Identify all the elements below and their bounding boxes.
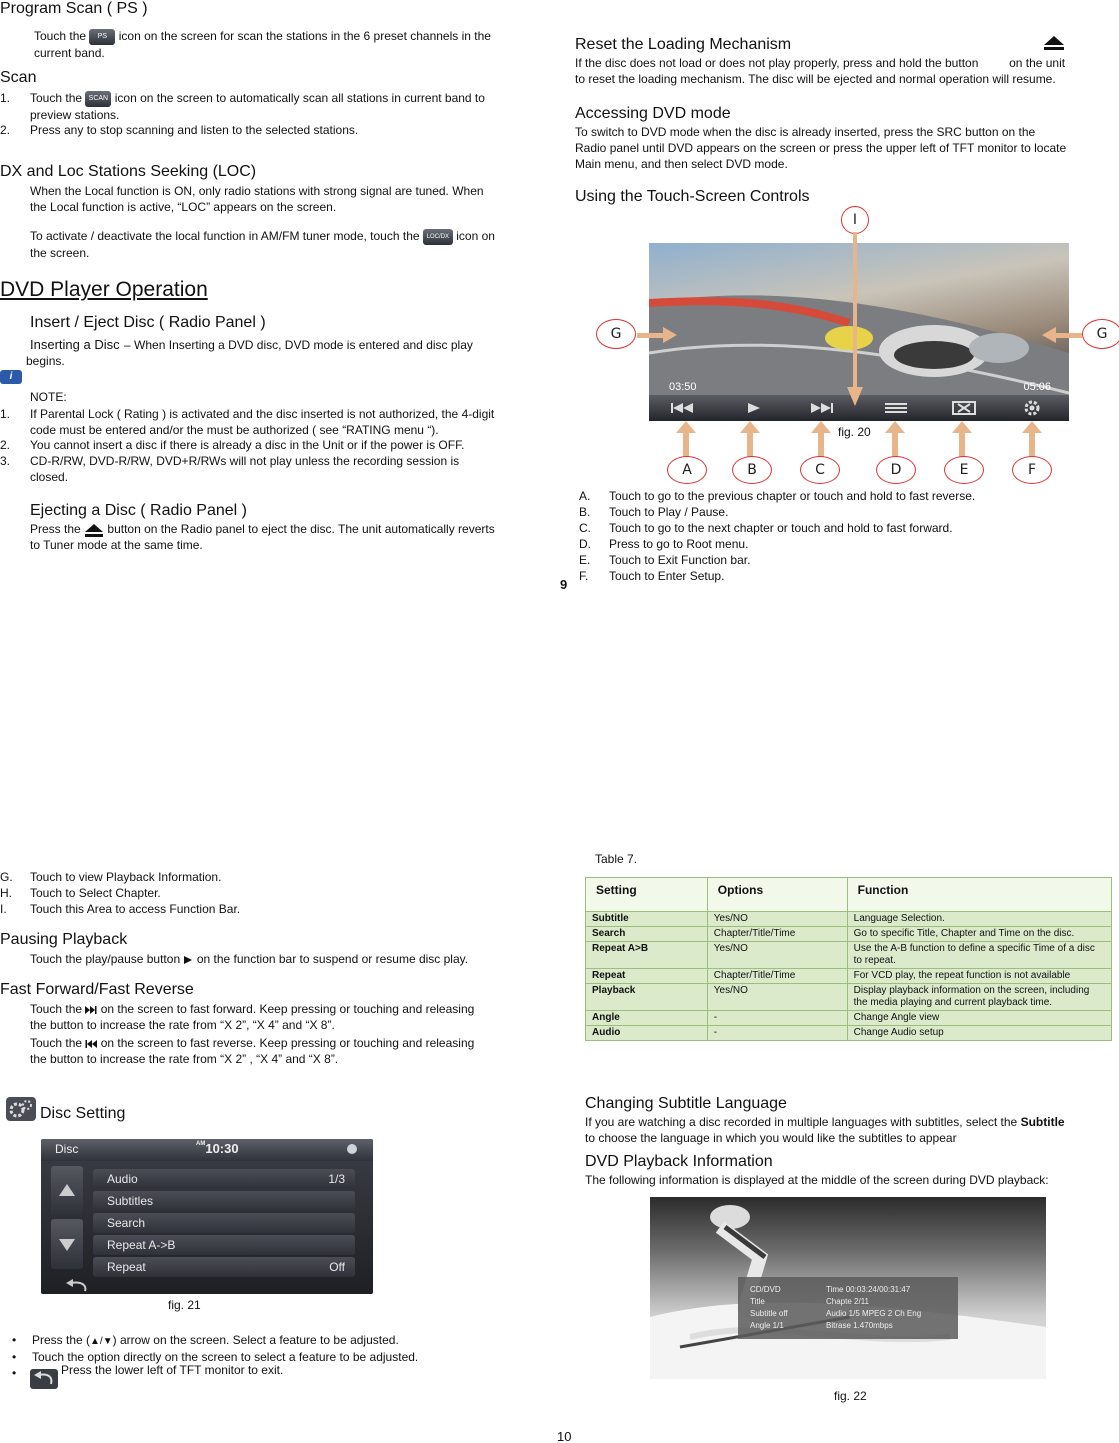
dvd-info-screen — [650, 1197, 1046, 1379]
row-label: Subtitles — [107, 1194, 154, 1208]
previous-chapter-icon[interactable] — [669, 401, 695, 415]
table-cell: Language Selection. — [847, 912, 1111, 927]
control-item-f — [579, 568, 1099, 584]
text: Inserting a Disc — [30, 337, 120, 352]
table-cell: Yes/NO — [707, 942, 847, 969]
text: the Local function is active, “LOC” appears on the screen. — [30, 200, 337, 214]
text: If you are watching a disc recorded in multiple languages with subtitles, select the — [585, 1115, 1018, 1129]
table-cell: Use the A-B function to define a specific Time of a disc to repeat. — [847, 942, 1111, 969]
text: the button to increase the rate from “X 2”, “X 4” and “X 8”. — [30, 1018, 335, 1032]
table-cell: Audio — [586, 1026, 708, 1041]
play-pause-icon[interactable] — [743, 401, 763, 415]
item-letter: I. — [0, 902, 7, 916]
control-item-e — [579, 552, 1099, 568]
arrow-up-c — [811, 421, 831, 457]
overlay-value: Audio 1/5 MPEG 2 Ch Eng — [826, 1309, 922, 1318]
bullet-text-1 — [32, 1332, 399, 1350]
table-caption: Table 7. — [595, 852, 638, 866]
overlay-right-column — [826, 1284, 921, 1332]
arrow-up-e — [952, 421, 972, 457]
control-item-h — [0, 885, 520, 901]
exit-function-bar-icon[interactable] — [951, 400, 977, 416]
table-cell: - — [707, 1026, 847, 1041]
text: current band. — [34, 45, 105, 60]
control-item-g — [0, 869, 520, 885]
disc-clock — [196, 1141, 239, 1156]
text: – When Inserting a DVD disc, DVD mode is entered and disc play — [124, 338, 473, 352]
up-down-arrows: ▲/▼ — [90, 1336, 113, 1347]
control-item-b — [579, 504, 1099, 520]
page-number-10: 10 — [557, 1429, 572, 1443]
table-row — [586, 942, 1112, 969]
item-letter: E. — [579, 553, 591, 567]
callout-c: C — [800, 456, 840, 484]
table-row — [586, 1026, 1112, 1041]
eject-icon — [84, 523, 104, 537]
playback-info-overlay — [738, 1277, 958, 1339]
text: the screen. — [30, 245, 90, 260]
text: Touch the play/pause button — [30, 952, 181, 966]
play-icon — [183, 955, 193, 965]
callout-g-right: G — [1082, 319, 1119, 349]
arrow-up-b — [740, 421, 760, 457]
item-letter: H. — [0, 886, 12, 900]
note-item-1 — [0, 406, 540, 440]
info-icon: i — [0, 370, 22, 384]
table-cell: Change Audio setup — [847, 1026, 1111, 1041]
table-row — [586, 912, 1112, 927]
text: preview stations. — [30, 107, 120, 122]
program-scan-title: Program Scan ( PS ) — [0, 0, 148, 17]
dvd-info-text: The following information is displayed at the middle of the screen during DVD playback: — [585, 1173, 1049, 1187]
dx-loc-title: DX and Loc Stations Seeking (LOC) — [0, 163, 257, 180]
overlay-left-column — [750, 1284, 788, 1332]
table-cell: Repeat — [586, 969, 708, 984]
item-text — [30, 453, 540, 485]
table-header-row — [586, 878, 1112, 912]
pausing-title: Pausing Playback — [0, 931, 128, 948]
text: icon on — [456, 229, 495, 243]
text: icon on the screen to automatically scan all stations in current band to — [114, 91, 485, 105]
callout-d: D — [876, 456, 916, 484]
dx-loc-p1 — [30, 183, 540, 215]
text: Touch the — [30, 1036, 83, 1050]
text: the button to increase the rate from “X 2” , “X 4” and “X 8”. — [30, 1052, 339, 1066]
disc-row-repeat[interactable] — [93, 1257, 355, 1277]
ff-fr-title: Fast Forward/Fast Reverse — [0, 981, 194, 998]
accessing-dvd-text — [575, 124, 1119, 172]
table-cell: Playback — [586, 984, 708, 1011]
item-text: Touch to view Playback Information. — [30, 870, 222, 884]
arrow-up-d — [885, 421, 905, 457]
touch-screen-title: Using the Touch-Screen Controls — [575, 188, 810, 205]
item-text: Touch to go to the previous chapter or touch and hold to fast reverse. — [609, 489, 976, 503]
disc-row-subtitles[interactable] — [93, 1191, 355, 1211]
back-icon[interactable] — [63, 1279, 91, 1293]
overlay-label: CD/DVD — [750, 1285, 781, 1294]
disc-row-audio[interactable] — [93, 1169, 355, 1189]
item-number: 1. — [0, 407, 11, 421]
subtitle-language-title: Changing Subtitle Language — [585, 1095, 787, 1112]
table-cell: Chapter/Title/Time — [707, 969, 847, 984]
text: To switch to DVD mode when the disc is already inserted, press the SRC button on the — [575, 125, 1036, 139]
item-text: Touch this Area to access Function Bar. — [30, 902, 241, 916]
row-value: Off — [329, 1260, 345, 1274]
item-letter: D. — [579, 537, 591, 551]
settings-table — [585, 877, 1112, 1041]
item-number: 3. — [0, 454, 11, 468]
table-row — [586, 969, 1112, 984]
fast-forward-icon — [85, 1005, 97, 1015]
bullet: • — [12, 1366, 17, 1380]
loc-dx-icon: LOC/DX — [423, 229, 453, 245]
elapsed-time: 03:50 — [669, 381, 697, 393]
item-letter: C. — [579, 521, 591, 535]
gear-icon[interactable] — [1021, 398, 1043, 418]
scan-title: Scan — [0, 69, 37, 86]
up-arrow-icon — [51, 1166, 83, 1216]
row-label: Audio — [107, 1172, 138, 1186]
overlay-label: Title — [750, 1297, 765, 1306]
accessing-dvd-title: Accessing DVD mode — [575, 105, 731, 122]
callout-f: F — [1012, 456, 1052, 484]
overlay-value: Bitrase 1.470mbps — [826, 1321, 893, 1330]
table-header: Setting — [586, 878, 708, 912]
item-number: 2. — [0, 123, 11, 137]
bullet-text-2: Touch the option directly on the screen to select a feature to be adjusted. — [32, 1350, 419, 1364]
control-item-i — [0, 901, 520, 917]
item-text — [30, 90, 540, 123]
fig-22-caption: fig. 22 — [834, 1389, 867, 1403]
text: Main menu, and then select DVD mode. — [575, 157, 788, 171]
text: If Parental Lock ( Rating ) is activated and the disc inserted is not authorized, the 4-digit — [30, 407, 495, 421]
text: To activate / deactivate the local function in AM/FM tuner mode, touch the — [30, 229, 420, 243]
clock-time: 10:30 — [205, 1141, 239, 1156]
text: Touch the — [30, 1002, 83, 1016]
item-letter: G. — [0, 870, 13, 884]
text: button on the Radio panel to eject the disc. The unit automatically reverts — [107, 522, 495, 536]
table-header: Options — [707, 878, 847, 912]
overlay-value: Chapte 2/11 — [826, 1297, 869, 1306]
item-number: 1. — [0, 91, 11, 105]
am-label: AM — [196, 1141, 206, 1147]
disc-setting-screen — [41, 1139, 373, 1294]
dvd-player-operation-title: DVD Player Operation — [0, 278, 208, 301]
fig-21-caption: fig. 21 — [168, 1298, 201, 1312]
callout-e: E — [944, 456, 984, 484]
row-label: Repeat A->B — [107, 1238, 176, 1252]
item-letter: A. — [579, 489, 591, 503]
row-label: Repeat — [107, 1260, 146, 1274]
arrow-up-f — [1022, 421, 1042, 457]
text: CD-R/RW, DVD-R/RW, DVD+R/RWs will not play unless the recording session is — [30, 454, 460, 468]
program-scan-text — [34, 28, 539, 61]
text: Press the ( — [32, 1333, 91, 1347]
disc-status-icon — [347, 1144, 357, 1154]
table-row — [586, 927, 1112, 942]
overlay-label: Angle 1/1 — [750, 1321, 784, 1330]
item-text: Press any to stop scanning and listen to the selected stations. — [30, 123, 359, 137]
text: closed. — [30, 470, 69, 484]
control-item-d — [579, 536, 1099, 552]
table-row — [586, 984, 1112, 1011]
table-cell: Yes/NO — [707, 912, 847, 927]
item-text: Touch to Play / Pause. — [609, 505, 729, 519]
gear-icon — [6, 1097, 36, 1121]
reset-title: Reset the Loading Mechanism — [575, 36, 792, 53]
text: to choose the language in which you would like the subtitles to appear — [585, 1131, 957, 1145]
table-cell: Search — [586, 927, 708, 942]
text: Subtitle — [1020, 1115, 1065, 1129]
table-cell: Angle — [586, 1011, 708, 1026]
ejecting-title: Ejecting a Disc ( Radio Panel ) — [30, 502, 247, 519]
scroll-up-button[interactable] — [51, 1166, 83, 1216]
row-label: Search — [107, 1216, 146, 1230]
arrow-left-g — [1042, 325, 1082, 345]
text: Radio panel until DVD appears on the screen or press the upper left of TFT monitor to locate — [575, 141, 1067, 155]
item-text — [30, 406, 540, 438]
table-cell: Yes/NO — [707, 984, 847, 1011]
table-cell: - — [707, 1011, 847, 1026]
table-cell: Display playback information on the screen, including the media playing and current playback time. — [847, 984, 1111, 1011]
note-item-3 — [0, 453, 540, 487]
disc-row-repeat-ab[interactable] — [93, 1235, 355, 1255]
overlay-label: Subtitle off — [750, 1309, 788, 1318]
item-text: Touch to Exit Function bar. — [609, 553, 751, 567]
item-letter: F. — [579, 569, 589, 583]
scan-icon: SCAN — [85, 91, 111, 107]
back-icon — [30, 1369, 58, 1389]
text: When the Local function is ON, only radio stations with strong signal are tuned. When — [30, 184, 484, 198]
callout-a: A — [667, 456, 707, 484]
down-arrow-icon — [51, 1219, 83, 1269]
callout-b: B — [732, 456, 772, 484]
ps-icon: PS — [89, 29, 115, 45]
disc-row-search[interactable] — [93, 1213, 355, 1233]
root-menu-icon[interactable] — [883, 401, 909, 415]
table-cell: For VCD play, the repeat function is not available — [847, 969, 1111, 984]
item-number: 2. — [0, 438, 11, 452]
next-chapter-icon[interactable] — [809, 401, 835, 415]
note-label: NOTE: — [30, 390, 67, 404]
fig-20-caption: fig. 20 — [838, 425, 871, 439]
arrow-up-a — [676, 421, 696, 457]
item-text: Press to go to Root menu. — [609, 537, 749, 551]
dx-loc-p2 — [30, 228, 540, 261]
scan-item-2 — [0, 122, 540, 138]
item-text: You cannot insert a disc if there is already a disc in the Unit or if the power is OFF. — [30, 438, 465, 452]
table-cell: Chapter/Title/Time — [707, 927, 847, 942]
bullet: • — [12, 1350, 17, 1364]
disc-setting-title: Disc Setting — [40, 1105, 126, 1122]
fast-reverse-icon — [85, 1039, 97, 1049]
control-item-c — [579, 520, 1099, 536]
arrow-right-g — [637, 325, 677, 345]
inserting-disc-text-2: begins. — [26, 354, 65, 368]
text: on the screen to fast forward. Keep pressing or touching and releasing — [100, 1002, 475, 1016]
text: Touch the — [30, 91, 83, 105]
text: code must be entered and/or the must be authorized ( see “RATING menu “). — [30, 423, 439, 437]
bullet-text-3: Press the lower left of TFT monitor to exit. — [61, 1363, 284, 1377]
table-cell: Subtitle — [586, 912, 708, 927]
callout-i: I — [841, 206, 869, 234]
text: on the screen to fast reverse. Keep pressing or touching and releasing — [100, 1036, 475, 1050]
text: on the function bar to suspend or resume disc play. — [196, 952, 469, 966]
bullet: • — [12, 1333, 17, 1347]
item-text: Touch to Enter Setup. — [609, 569, 725, 583]
subtitle-language-text — [585, 1114, 1115, 1146]
scan-item-1 — [0, 90, 540, 124]
table-cell: Go to specific Title, Chapter and Time on the disc. — [847, 927, 1111, 942]
inserting-disc-text — [30, 336, 530, 354]
dvd-info-title: DVD Playback Information — [585, 1153, 773, 1170]
table-cell: Repeat A>B — [586, 942, 708, 969]
fr-text — [30, 1035, 540, 1067]
table-row — [586, 1011, 1112, 1026]
item-letter: B. — [579, 505, 591, 519]
callout-g-left: G — [596, 319, 636, 349]
text: Touch the — [34, 29, 87, 43]
eject-icon — [1043, 35, 1065, 51]
text: ) arrow on the screen. Select a feature to be adjusted. — [112, 1333, 399, 1347]
item-text: Touch to Select Chapter. — [30, 886, 161, 900]
row-value: 1/3 — [328, 1172, 345, 1186]
arrow-down-i — [845, 232, 865, 408]
item-text: Touch to go to the next chapter or touch and hold to fast forward. — [609, 521, 953, 535]
text: to reset the loading mechanism. The disc will be ejected and normal operation will resume. — [575, 72, 1056, 86]
pausing-text — [30, 951, 540, 967]
insert-eject-title: Insert / Eject Disc ( Radio Panel ) — [30, 314, 266, 331]
reset-text — [575, 55, 1115, 87]
text: to Tuner mode at the same time. — [30, 538, 203, 552]
page-number-9: 9 — [560, 577, 568, 592]
table-cell: Change Angle view — [847, 1011, 1111, 1026]
text: on the unit — [1009, 56, 1066, 70]
total-time: 05:06 — [1023, 381, 1051, 393]
text: If the disc does not load or does not play properly, press and hold the button — [575, 56, 979, 70]
table-header: Function — [847, 878, 1111, 912]
overlay-value: Time 00:03:24/00:31:47 — [826, 1285, 911, 1294]
disc-screen-title: Disc — [55, 1142, 79, 1156]
note-item-2 — [0, 437, 540, 453]
text: Press the — [30, 522, 81, 536]
scroll-down-button[interactable] — [51, 1219, 83, 1269]
control-item-a — [579, 488, 1099, 504]
ff-text — [30, 1001, 540, 1033]
ejecting-text — [30, 521, 540, 553]
text: icon on the screen for scan the stations in the 6 preset channels in the — [118, 29, 491, 43]
